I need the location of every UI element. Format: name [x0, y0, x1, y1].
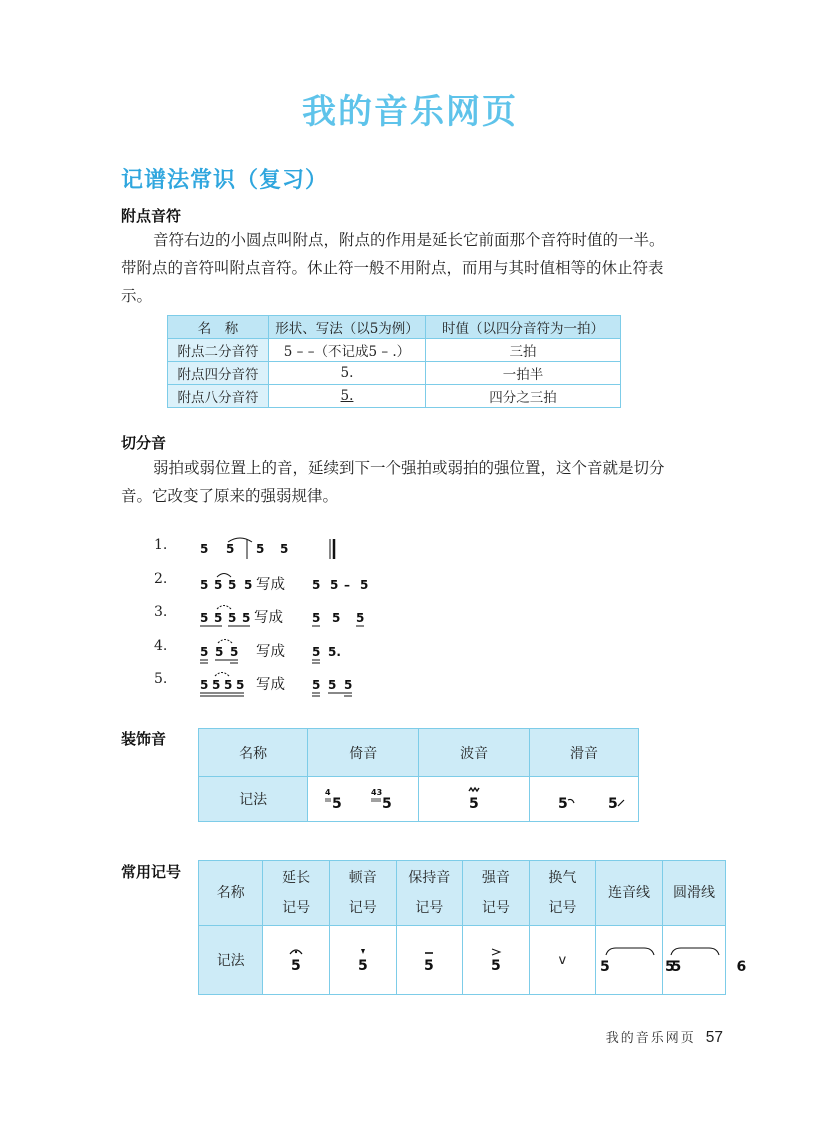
staccato-svg [348, 941, 378, 975]
syncopation-examples [154, 533, 454, 701]
note: 5 [224, 678, 233, 693]
note: 5 [291, 958, 301, 974]
tie-line [606, 948, 654, 955]
slide-down-icon [568, 799, 574, 803]
write-label: 写成 [256, 576, 285, 593]
note: 5 [256, 542, 265, 556]
label-notation: 记法 [199, 777, 308, 822]
table-row [199, 777, 639, 822]
notation-svg [200, 669, 430, 699]
tie-cell [596, 926, 682, 995]
note: 5 [200, 577, 209, 592]
list-item [154, 667, 454, 701]
note: 5 [357, 958, 368, 974]
note: 5 [214, 577, 223, 592]
note: 5 [328, 678, 337, 693]
header-tie: 连音线 [596, 861, 663, 926]
header-slide: 滑音 [530, 729, 639, 777]
note: 5 [215, 644, 224, 659]
header-value: 时值（以四分音符为一拍） [426, 316, 621, 339]
accent-icon [492, 949, 500, 955]
note: 5 [212, 678, 221, 693]
list-item [154, 634, 454, 668]
notation [200, 569, 430, 599]
cell-value: 一拍半 [426, 362, 621, 385]
note: 5 [312, 678, 321, 693]
cell-value: 四分之三拍 [426, 385, 621, 408]
slide-main-note: 5 [558, 796, 568, 812]
note: 5 [312, 644, 321, 659]
note: 5 [228, 577, 237, 592]
section-heading: 记谱法常识（复习） [121, 168, 329, 193]
cell-form: 5 – –（不记成5 – .） [269, 339, 426, 362]
item-number: 1. [154, 537, 168, 553]
ornament-table [198, 728, 639, 822]
breath-cell [529, 926, 595, 995]
notation [200, 669, 430, 699]
mordent-icon [469, 788, 479, 791]
write-label: 写成 [256, 677, 285, 694]
ornament-heading: 装饰音 [121, 730, 167, 748]
header-name: 名称 [199, 729, 308, 777]
slide-svg [530, 779, 638, 815]
sync-para-line2: 音。它改变了原来的强弱规律。 [121, 487, 339, 505]
tie-line [218, 639, 232, 643]
header-mordent: 波音 [419, 729, 530, 777]
table-row [199, 926, 726, 995]
dotted-note-paragraph [121, 226, 706, 310]
fermata-cell [263, 926, 330, 995]
grace-note-svg [313, 779, 413, 815]
item-number: 4. [154, 637, 168, 654]
cell-name: 附点八分音符 [168, 385, 269, 408]
page-title: 我的音乐网页 [302, 92, 518, 132]
page-number: 57 [705, 1029, 723, 1046]
table-header-row [168, 316, 621, 339]
write-label: 写成 [254, 610, 283, 627]
table-header-row [199, 729, 639, 777]
item-number: 5. [154, 671, 168, 688]
slur-notes: 5 6 [665, 959, 747, 975]
sync-para-line1: 弱拍或弱位置上的音，延续到下一个强拍或弱拍的强位置，这个音就是切分 [153, 459, 665, 477]
dotted-para-line1: 音符右边的小圆点叫附点，附点的作用是延长它前面那个音符时值的一半。 [153, 231, 665, 249]
write-label: 写成 [256, 643, 285, 660]
cell-name: 附点二分音符 [168, 339, 269, 362]
list-item [154, 600, 454, 634]
slur-line [671, 948, 719, 955]
accent-svg [481, 941, 511, 975]
note: 5 [230, 644, 239, 659]
header-tenuto: 保持音 记号 [396, 861, 463, 926]
syncopation-paragraph [121, 454, 706, 510]
note: 5 [226, 542, 235, 556]
tie-line [217, 573, 231, 577]
symbols-heading: 常用记号 [121, 863, 182, 881]
header-form: 形状、写法（以5为例） [269, 316, 426, 339]
list-item [154, 567, 454, 601]
tie-notes: 5 5 [600, 959, 682, 975]
note: 5 [200, 644, 209, 659]
note: 5 [200, 611, 209, 626]
tie-line [217, 606, 231, 610]
note: 5 [360, 577, 369, 592]
slide-main-note: 5 [608, 796, 618, 812]
tenuto-svg [414, 941, 444, 975]
header-breath: 换气 记号 [529, 861, 595, 926]
note: 5 [332, 611, 341, 626]
staccato-cell [329, 926, 396, 995]
cell-name: 附点四分音符 [168, 362, 269, 385]
item-number: 3. [154, 604, 168, 621]
grace-note-cell [308, 777, 419, 822]
header-name: 名称 [199, 861, 263, 926]
note: 5 [214, 611, 223, 626]
note: 5 [228, 611, 237, 626]
dash: – [344, 577, 350, 592]
note: 5 [424, 958, 435, 974]
note: 5 [312, 611, 321, 626]
accent-cell [463, 926, 530, 995]
fermata-svg [281, 941, 311, 975]
syncopation-heading: 切分音 [121, 434, 167, 452]
symbols-table [198, 860, 747, 995]
cell-value: 三拍 [426, 339, 621, 362]
note: 5 [330, 577, 339, 592]
mordent-main-note: 5 [469, 796, 479, 812]
fermata-dot [295, 951, 297, 953]
note: 5 [244, 577, 253, 592]
dotted-para-line2: 带附点的音符叫附点音符。休止符一般不用附点，而用与其时值相等的休止符表 [121, 259, 664, 277]
header-name: 名 称 [168, 316, 269, 339]
note: 5 [200, 542, 209, 556]
note: 5 [344, 678, 353, 693]
note: 5 [356, 611, 365, 626]
notation [200, 602, 430, 632]
grace-small-note: 4 [325, 788, 331, 797]
staccato-icon [361, 949, 365, 954]
footer-title: 我的音乐网页 [605, 1031, 696, 1046]
mordent-svg [424, 779, 524, 815]
item-number: 2. [154, 570, 168, 587]
slur-svg [663, 941, 747, 975]
breath-mark-icon: v [558, 953, 567, 968]
note: 5. [328, 644, 341, 659]
cell-form: 5. [269, 362, 426, 385]
table-row [168, 385, 621, 408]
note: 5 [312, 577, 321, 592]
notation-svg [200, 636, 430, 666]
list-item [154, 533, 454, 567]
header-staccato: 顿音 记号 [329, 861, 396, 926]
mordent-cell [419, 777, 530, 822]
tie-line [215, 673, 229, 677]
grace-small-note: 43 [371, 788, 383, 797]
notation-svg [200, 569, 430, 599]
grace-main-note: 5 [332, 796, 342, 812]
note: 5 [490, 958, 501, 974]
cell-form: 5. [269, 385, 426, 408]
table-row [168, 362, 621, 385]
notation-svg [200, 602, 430, 632]
note: 5 [200, 678, 209, 693]
dotted-note-table [167, 315, 621, 408]
slide-cell [530, 777, 639, 822]
header-accent: 强音 记号 [463, 861, 530, 926]
table-header-row [199, 861, 726, 926]
tie-svg [598, 941, 682, 975]
notation [200, 535, 430, 565]
note: 5 [280, 542, 289, 556]
header-slur: 圆滑线 [663, 861, 726, 926]
note: 5 [242, 611, 251, 626]
header-fermata: 延长 记号 [263, 861, 330, 926]
dotted-note-heading: 附点音符 [121, 207, 182, 225]
dotted-para-line3: 示。 [121, 287, 153, 305]
table-row [168, 339, 621, 362]
note: 5 [236, 678, 245, 693]
notation-svg [200, 535, 360, 565]
slide-up-icon [618, 800, 624, 806]
page-footer [606, 1027, 723, 1047]
grace-main-note: 5 [382, 796, 392, 812]
label-notation: 记法 [199, 926, 263, 995]
notation [200, 636, 430, 666]
tenuto-cell [396, 926, 463, 995]
slur-cell [663, 926, 747, 995]
header-grace: 倚音 [308, 729, 419, 777]
